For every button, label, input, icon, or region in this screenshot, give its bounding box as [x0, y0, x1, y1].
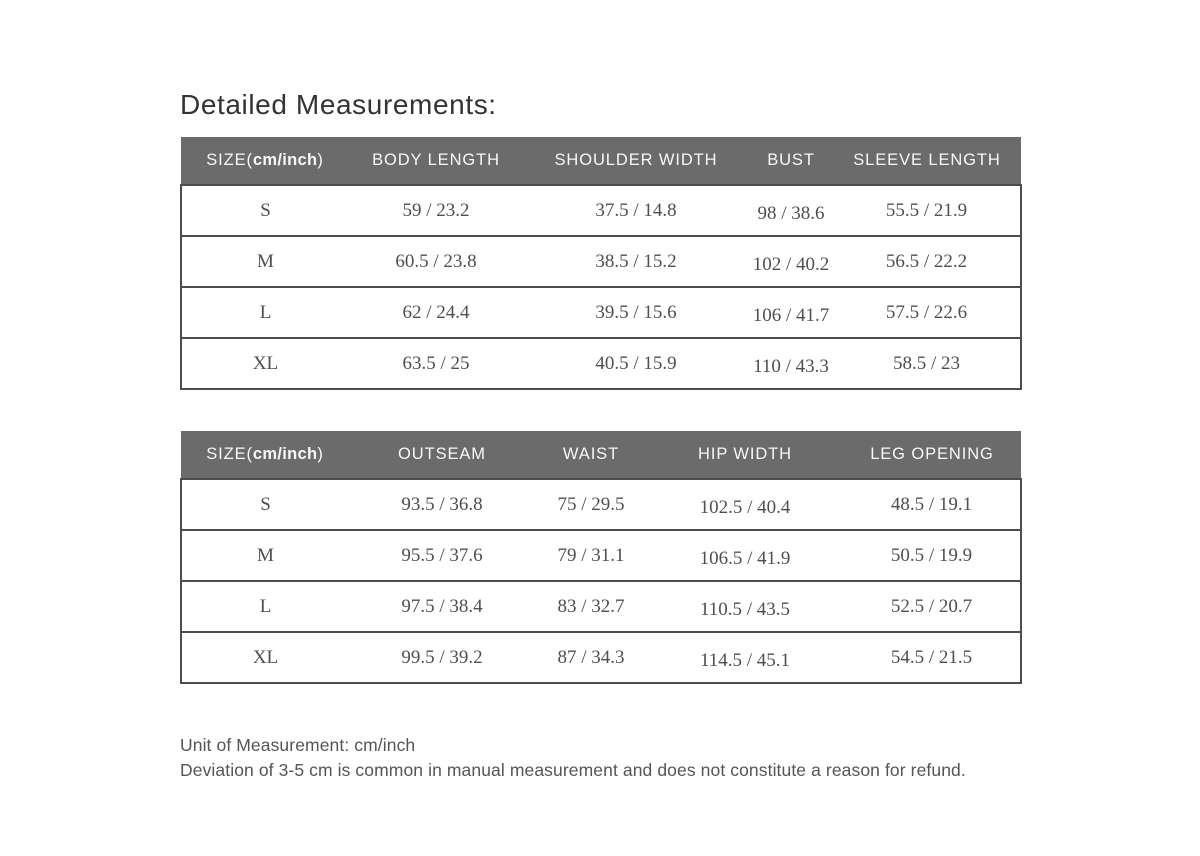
unit-of-measurement-note: Unit of Measurement: cm/inch [180, 735, 416, 755]
column-header-waist: WAIST [535, 431, 647, 479]
column-header-hip-width: HIP WIDTH [647, 431, 843, 479]
measurement-cell: 110 / 43.3 [749, 341, 833, 392]
column-header-bust: BUST [749, 137, 833, 185]
measurement-cell: 87 / 34.3 [535, 632, 647, 683]
column-header-shoulder-width: SHOULDER WIDTH [523, 137, 749, 185]
measurement-cell: 63.5 / 25 [349, 338, 523, 389]
column-header-sleeve-length: SLEEVE LENGTH [833, 137, 1021, 185]
measurement-cell: 55.5 / 21.9 [833, 185, 1021, 236]
measurement-cell: 37.5 / 14.8 [523, 185, 749, 236]
top-garment-size-table [180, 137, 1022, 390]
table-row-m [181, 530, 1021, 581]
table-row-xl [181, 338, 1021, 389]
table-header-row [181, 137, 1021, 185]
measurement-cell: 97.5 / 38.4 [349, 581, 535, 632]
measurement-cell: 75 / 29.5 [535, 479, 647, 530]
table-row-l [181, 287, 1021, 338]
measurement-cell: 57.5 / 22.6 [833, 287, 1021, 338]
size-label-prefix: SIZE( [206, 445, 253, 463]
bottom-garment-size-table [180, 431, 1022, 684]
measurement-cell: 102.5 / 40.4 [647, 482, 843, 533]
measurement-cell: 110.5 / 43.5 [647, 584, 843, 635]
column-header-size [181, 431, 349, 479]
measurement-cell: 52.5 / 20.7 [843, 581, 1021, 632]
size-cell: M [181, 236, 349, 287]
column-header-leg-opening: LEG OPENING [843, 431, 1021, 479]
measurement-cell: 83 / 32.7 [535, 581, 647, 632]
measurement-cell: 54.5 / 21.5 [843, 632, 1021, 683]
measurement-cell: 95.5 / 37.6 [349, 530, 535, 581]
size-label-prefix: SIZE( [206, 151, 253, 169]
measurement-cell: 106.5 / 41.9 [647, 533, 843, 584]
measurement-cell: 98 / 38.6 [749, 188, 833, 239]
measurement-cell: 102 / 40.2 [749, 239, 833, 290]
size-label-suffix: ) [317, 151, 324, 169]
measurement-cell: 99.5 / 39.2 [349, 632, 535, 683]
measurement-cell: 93.5 / 36.8 [349, 479, 535, 530]
table-header-row [181, 431, 1021, 479]
measurement-cell: 79 / 31.1 [535, 530, 647, 581]
table-row-s [181, 185, 1021, 236]
measurement-cell: 114.5 / 45.1 [647, 635, 843, 686]
measurement-cell: 40.5 / 15.9 [523, 338, 749, 389]
size-unit-label: cm/inch [252, 445, 318, 463]
size-cell: M [181, 530, 349, 581]
measurement-cell: 106 / 41.7 [749, 290, 833, 341]
column-header-size [181, 137, 349, 185]
measurement-cell: 60.5 / 23.8 [349, 236, 523, 287]
measurement-cell: 38.5 / 15.2 [523, 236, 749, 287]
measurement-cell: 50.5 / 19.9 [843, 530, 1021, 581]
column-header-outseam: OUTSEAM [349, 431, 535, 479]
measurement-disclaimer [180, 733, 966, 783]
measurement-cell: 62 / 24.4 [349, 287, 523, 338]
column-header-body-length: BODY LENGTH [349, 137, 523, 185]
table-row-l [181, 581, 1021, 632]
table-row-s [181, 479, 1021, 530]
measurement-cell: 48.5 / 19.1 [843, 479, 1021, 530]
size-cell: XL [181, 632, 349, 683]
size-cell: L [181, 581, 349, 632]
measurement-cell: 39.5 / 15.6 [523, 287, 749, 338]
page-title: Detailed Measurements: [180, 88, 497, 120]
size-cell: S [181, 185, 349, 236]
measurement-cell: 56.5 / 22.2 [833, 236, 1021, 287]
table-row-m [181, 236, 1021, 287]
size-cell: S [181, 479, 349, 530]
size-unit-label: cm/inch [252, 151, 318, 169]
size-cell: L [181, 287, 349, 338]
measurement-cell: 59 / 23.2 [349, 185, 523, 236]
measurement-cell: 58.5 / 23 [833, 338, 1021, 389]
deviation-note: Deviation of 3-5 cm is common in manual measurement and does not constitute a reason for refund. [180, 760, 966, 780]
size-cell: XL [181, 338, 349, 389]
table-row-xl [181, 632, 1021, 683]
size-label-suffix: ) [317, 445, 324, 463]
